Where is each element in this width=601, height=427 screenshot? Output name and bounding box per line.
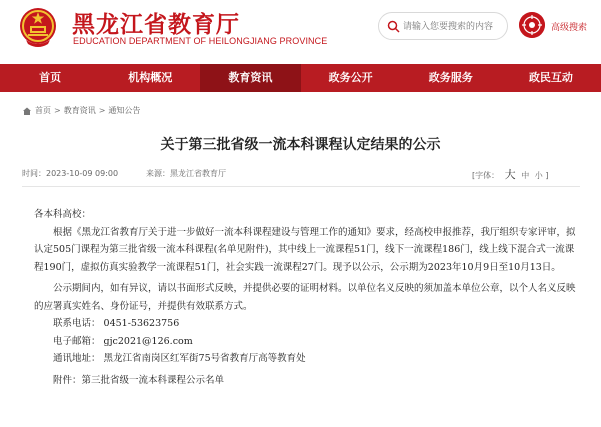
paragraph-1: 根据《黑龙江省教育厅关于进一步做好一流本科课程建设与管理工作的通知》要求，经高校申报推荐，我厅组织专家评审，拟认定505门课程为第三批省级一流本科课程(名单见附件)，其中线上一流课程51门，线下一流课程186门，线上线下混合式一流课程190门，虚拟仿真实验教学一流课程51门，社会实践一流课程27门。现予以公示，公示期为2023年10月9日至10月13日。 — [34, 226, 576, 273]
breadcrumb-education-news[interactable]: 教育资讯 — [63, 106, 96, 115]
nav-item-government-affairs[interactable]: 政务公开 — [328, 71, 373, 84]
article-meta — [22, 164, 580, 182]
nav-item-education-news[interactable]: 教育资讯 — [200, 64, 300, 92]
nav-item-home[interactable]: 首页 — [39, 71, 62, 84]
site-title: 黑龙江省教育厅 — [72, 11, 240, 38]
paragraph-2: 公示期间内，如有异议，请以书面形式反映，并提供必要的证明材料。以单位名义反映的须加盖本单位公章，以个人名义反映的应署真实姓名、身份证号，并提供有效联系方式。 — [34, 283, 576, 312]
national-emblem-icon — [18, 6, 58, 50]
font-size-switcher — [472, 166, 548, 182]
breadcrumb — [22, 105, 140, 116]
font-size-large-button[interactable]: 大 — [504, 168, 516, 181]
attachment-link[interactable]: 附件：第三批省级一流本科课程公示名单 — [53, 374, 225, 386]
article-body — [34, 206, 580, 389]
contact-email: 电子邮箱： gjc2021@126.com — [53, 335, 193, 347]
breadcrumb-separator: > — [98, 106, 106, 115]
breadcrumb-separator: > — [54, 106, 61, 115]
search-icon[interactable] — [387, 20, 400, 33]
advanced-search-link[interactable]: 高级搜索 — [551, 23, 588, 33]
breadcrumb-notices[interactable]: 通知公告 — [108, 106, 141, 115]
divider — [22, 186, 580, 187]
search-input[interactable] — [403, 19, 503, 34]
breadcrumb-home[interactable]: 首页 — [35, 106, 51, 115]
salutation: 各本科高校： — [34, 209, 92, 220]
font-size-small-button[interactable]: 小 — [534, 171, 543, 180]
article-title: 关于第三批省级一流本科课程认定结果的公示 — [160, 137, 441, 153]
publish-date: 时间：2023-10-09 09:00 — [22, 169, 119, 178]
article-source: 来源：黑龙江省教育厅 — [146, 169, 226, 178]
font-size-label: [字体： — [472, 171, 500, 180]
home-icon — [22, 106, 32, 116]
search-box[interactable] — [378, 12, 508, 40]
nav-item-organization[interactable]: 机构概况 — [128, 71, 173, 84]
site-header — [0, 0, 601, 60]
advanced-search-icon[interactable] — [519, 12, 545, 38]
contact-phone: 联系电话： 0451-53623756 — [53, 318, 180, 329]
nav-item-government-services[interactable]: 政务服务 — [428, 71, 473, 84]
font-size-medium-button[interactable]: 中 — [521, 171, 530, 180]
site-subtitle: EDUCATION DEPARTMENT OF HEILONGJIANG PROVINCE — [73, 36, 328, 46]
main-nav — [0, 64, 601, 92]
font-size-label-end: ] — [545, 171, 549, 180]
contact-address: 通讯地址： 黑龙江省南岗区红军街75号省教育厅高等教育处 — [53, 353, 306, 364]
nav-item-public-interaction[interactable]: 政民互动 — [528, 71, 573, 84]
